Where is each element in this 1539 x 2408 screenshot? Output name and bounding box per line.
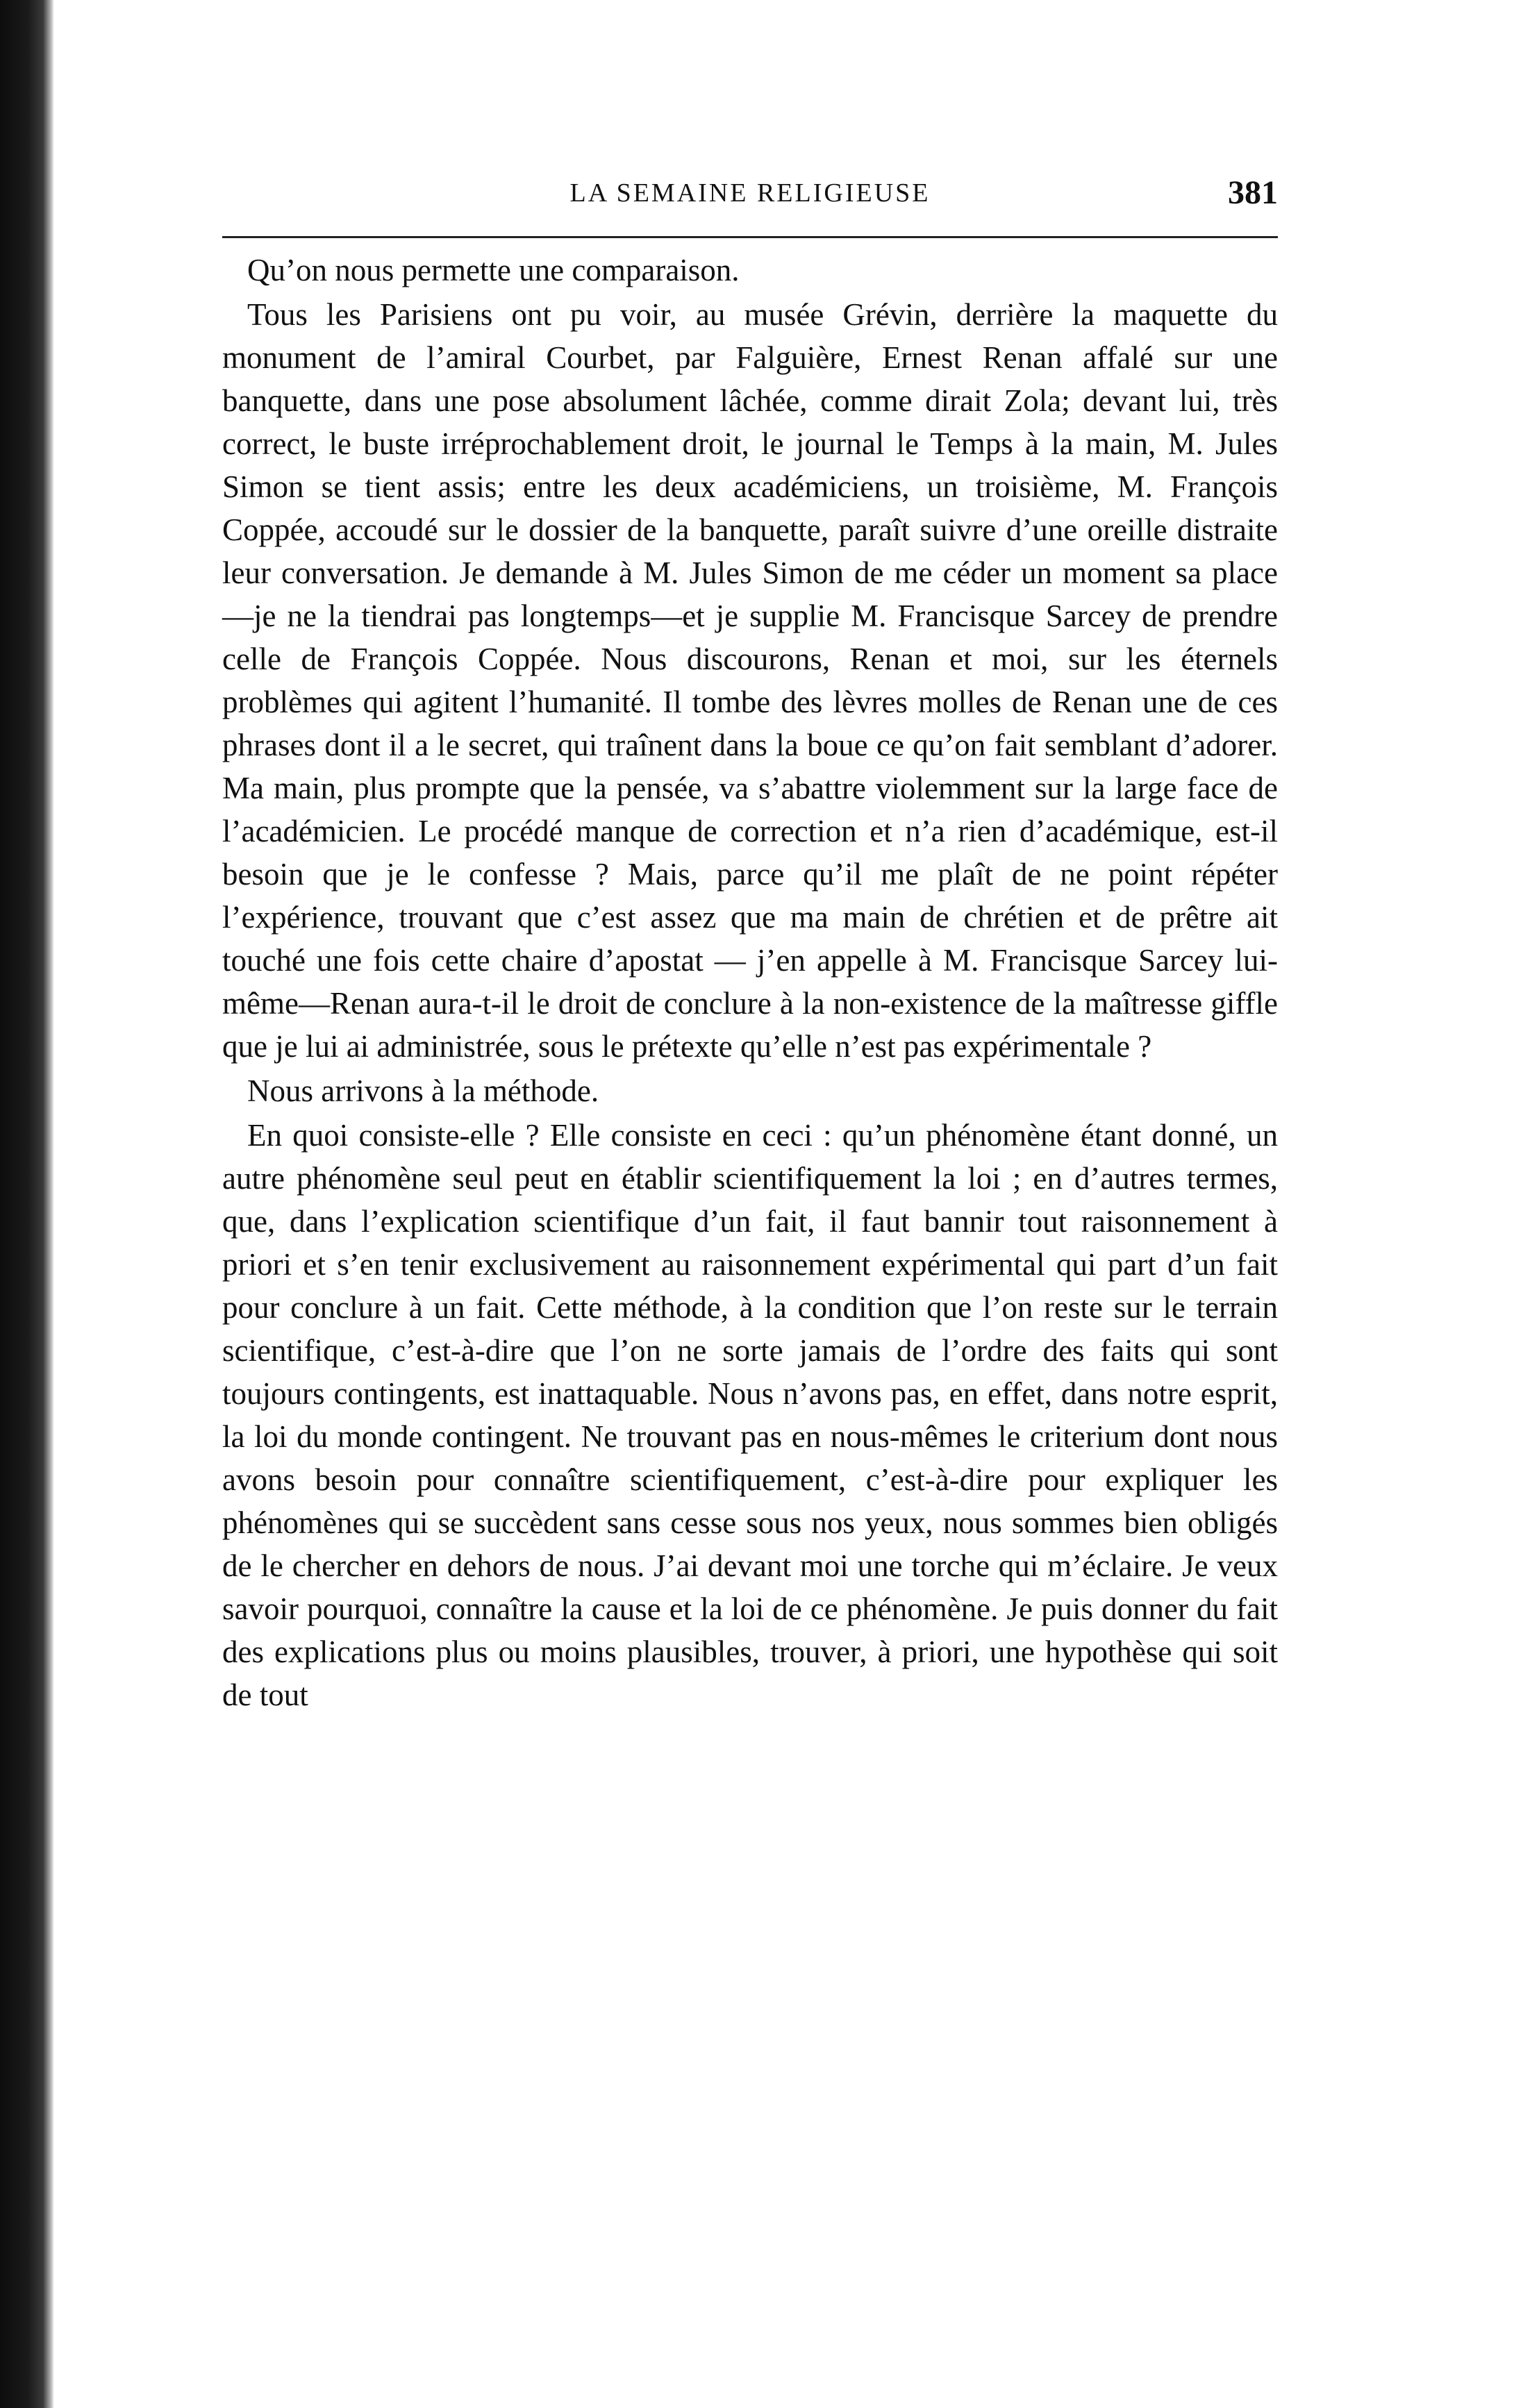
paragraph-1: Qu’on nous permette une comparaison. (247, 253, 740, 287)
paragraph-4: En quoi consiste-elle ? Elle consiste en ceci : qu’un phénomène étant donné, un autre phénomène seul peut en établir scientifiquement la loi ; en d’autres termes, que, dans l’explication scientifique d’un fait, il faut bannir tout raisonnement à priori et s’en tenir exclusivement au raisonnement expérimental qui part d’un fait pour conclure à un fait. Cette méthode, à la condition que l’on reste sur le terrain scientifique, c’est-à-dire que l’on ne sorte jamais de l’ordre des faits qui sont toujours contingents, est inattaquable. Nous n’avons pas, en effet, dans notre esprit, la loi du monde contingent. Ne trouvant pas en nous-mêmes le criterium dont nous avons besoin pour connaître scientifiquement, c’est-à-dire pour expliquer les phénomènes qui se succèdent sans cesse sous nos yeux, nous sommes bien obligés de le chercher en dehors de nous. J’ai devant moi une torche qui m’éclaire. Je veux savoir pourquoi, connaître la cause et la loi de ce phénomène. Je puis donner du fait des explications plus ou moins plausibles, trouver, à priori, une hypothèse qui soit de tout (222, 1118, 1278, 1712)
page-number: 381 (1228, 174, 1278, 211)
running-head (222, 172, 1278, 214)
paragraph-2: Tous les Parisiens ont pu voir, au musée Grévin, derrière la maquette du monument de l’amiral Courbet, par Falguière, Ernest Renan affalé sur une banquette, dans une pose absolument lâchée, comme dirait Zola; devant lui, très correct, le buste irréprochablement droit, le journal le Temps à la main, M. Jules Simon se tient assis; entre les deux académiciens, un troisième, M. François Coppée, accoudé sur le dossier de la banquette, paraît suivre d’une oreille distraite leur conversation. Je demande à M. Jules Simon de me céder un moment sa place —je ne la tiendrai pas longtemps—et je supplie M. Francisque Sarcey de prendre celle de François Coppée. Nous discourons, Renan et moi, sur les éternels problèmes qui agitent l’humanité. Il tombe des lèvres molles de Renan une de ces phrases dont il a le secret, qui traînent dans la boue ce qu’on fait semblant d’adorer. Ma main, plus prompte que la pensée, va s’abattre violemment sur la large face de l’académicien. Le procédé manque de correction et n’a rien d’académique, est-il besoin que je le confesse ? Mais, parce qu’il me plaît de ne point répéter l’expérience, trouvant que c’est assez que ma main de chrétien et de prêtre ait touché une fois cette chaire d’apostat — j’en appelle à M. Francisque Sarcey lui-même—Renan aura-t-il le droit de conclure à la non-existence de la maîtresse giffle que je lui ai administrée, sous le prétexte qu’elle n’est pas expérimentale ? (222, 297, 1278, 1064)
book-page (222, 0, 1278, 2408)
header-rule (222, 236, 1278, 238)
paragraph-3: Nous arrivons à la méthode. (247, 1073, 599, 1108)
running-title: LA SEMAINE RELIGIEUSE (569, 178, 931, 208)
body-text (222, 249, 1278, 1718)
binding-edge (0, 0, 54, 2408)
